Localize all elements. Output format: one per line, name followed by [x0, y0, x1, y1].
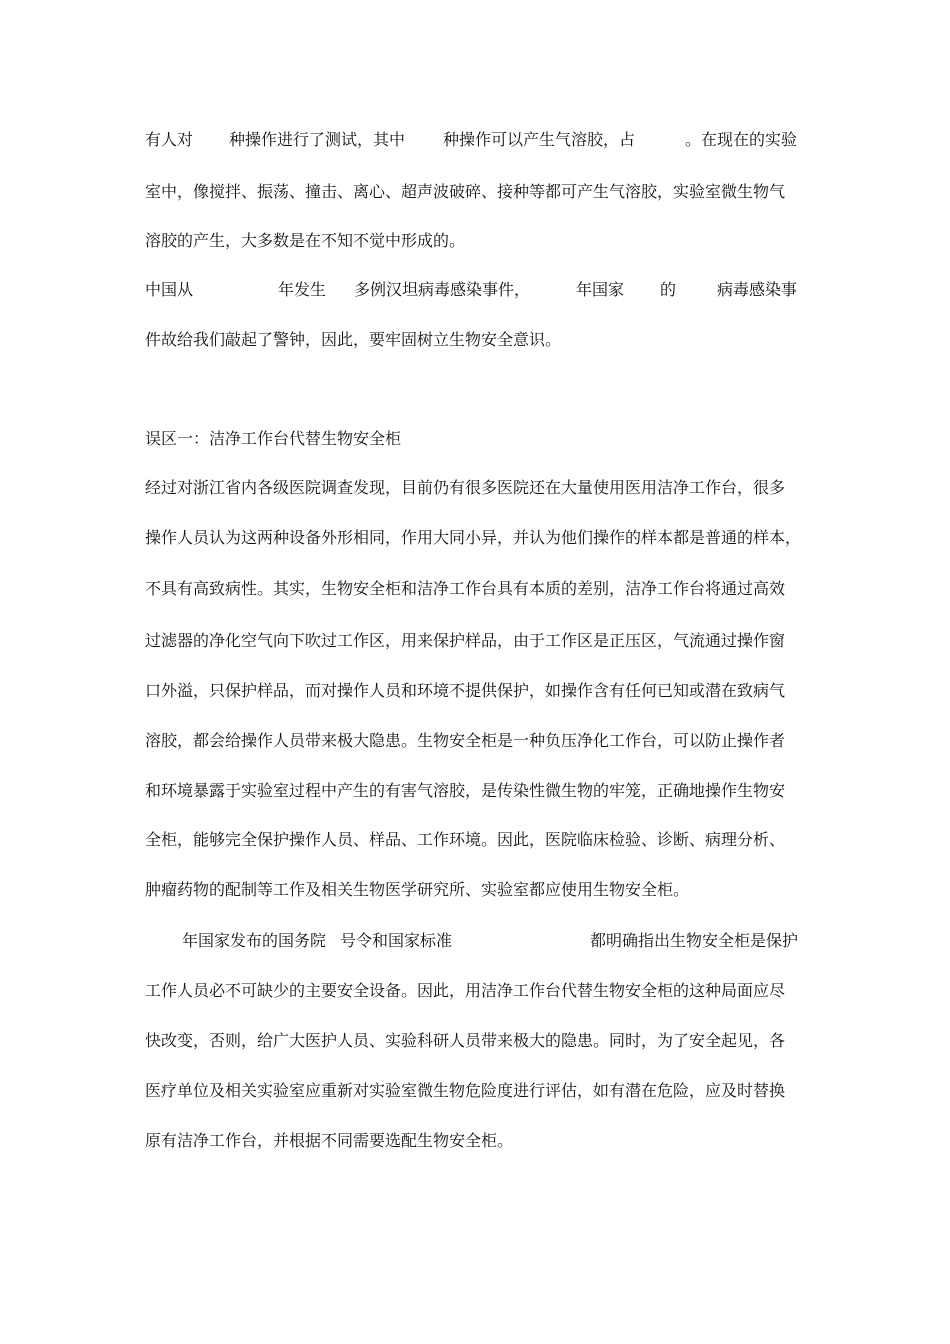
- intro-p2-segment: 病毒感染事: [717, 280, 798, 299]
- text-line: 和环境暴露于实验室过程中产生的有害气溶胶，是传染性微生物的牢笼，正确地操作生物安: [145, 781, 786, 800]
- intro-p2-line-2: [145, 326, 810, 354]
- text-line: 过滤器的净化空气向下吹过工作区，用来保护样品，由于工作区是正压区，气流通过操作窗: [145, 631, 786, 650]
- section-p1-line-9: [145, 876, 810, 904]
- section-p1-line-7: [145, 777, 810, 805]
- section-p1-line-8: [145, 826, 810, 854]
- text-line: 溶胶，都会给操作人员带来极大隐患。生物安全柜是一种负压净化工作台，可以防止操作者: [145, 731, 786, 750]
- text-line: 快改变，否则，给广大医护人员、实验科研人员带来极大的隐患。同时，为了安全起见，各: [145, 1031, 786, 1050]
- text-line: 肿瘤药物的配制等工作及相关生物医学研究所、实验室都应使用生物安全柜。: [145, 880, 690, 899]
- text-line: 工作人员必不可缺少的主要安全设备。因此，用洁净工作台代替生物安全柜的这种局面应尽: [145, 981, 786, 1000]
- intro-p1-line-3: [145, 227, 810, 255]
- intro-p2-segment: 中国从: [145, 280, 194, 299]
- intro-p2-segment: 多例汉坦病毒感染事件，: [354, 280, 531, 299]
- text-line: 件故给我们敲起了警钟，因此，要牢固树立生物安全意识。: [145, 330, 562, 349]
- section-p1-line-2: [145, 524, 810, 552]
- intro-p2-segment: 的: [660, 280, 677, 299]
- section-p2-line-3: [145, 1027, 810, 1055]
- section-p2-line-5: [145, 1127, 810, 1155]
- intro-p2-line-1: [145, 276, 810, 304]
- text-line: 原有洁净工作台，并根据不同需要选配生物安全柜。: [145, 1131, 514, 1150]
- text-line: 不具有高致病性。其实，生物安全柜和洁净工作台具有本质的差别，洁净工作台将通过高效: [145, 579, 786, 598]
- intro-p1-segment: 有人对: [145, 130, 194, 149]
- section-p2-segment: 年国家发布的国务院: [182, 931, 327, 950]
- text-line: 溶胶的产生，大多数是在不知不觉中形成的。: [145, 231, 466, 250]
- section-p2-segment: 都明确指出生物安全柜是保护: [590, 931, 799, 950]
- intro-p2-segment: 年国家: [576, 280, 625, 299]
- section-heading: [145, 425, 810, 453]
- text-line: 医疗单位及相关实验室应重新对实验室微生物危险度进行评估，如有潜在危险，应及时替换: [145, 1081, 786, 1100]
- intro-p2-segment: 年发生: [278, 280, 327, 299]
- section-p1-line-3: [145, 575, 810, 603]
- intro-p1-line-1: [145, 126, 810, 154]
- heading-text: 误区一：洁净工作台代替生物安全柜: [145, 429, 402, 448]
- text-line: 全柜，能够完全保护操作人员、样品、工作环境。因此，医院临床检验、诊断、病理分析、: [145, 830, 786, 849]
- text-line: 操作人员认为这两种设备外形相同，作用大同小异，并认为他们操作的样本都是普通的样本，: [145, 528, 802, 547]
- intro-p1-segment: 种操作进行了测试，其中: [229, 130, 406, 149]
- section-p1-line-5: [145, 677, 810, 705]
- section-p1-line-4: [145, 627, 810, 655]
- intro-p1-segment: 种操作可以产生气溶胶，占: [443, 130, 636, 149]
- section-p2-segment: 号令和国家标准: [340, 931, 453, 950]
- section-p2-line-4: [145, 1077, 810, 1105]
- text-line: 室中，像搅拌、振荡、撞击、离心、超声波破碎、接种等都可产生气溶胶，实验室微生物气: [145, 182, 786, 201]
- section-p2-line-2: [145, 977, 810, 1005]
- text-line: 经过对浙江省内各级医院调查发现，目前仍有很多医院还在大量使用医用洁净工作台，很多: [145, 478, 786, 497]
- intro-p1-segment: 。在现在的实验: [685, 130, 798, 149]
- section-p2-line-1: [145, 927, 810, 955]
- intro-p1-line-2: [145, 178, 810, 206]
- section-p1-line-1: [145, 474, 810, 502]
- section-p1-line-6: [145, 727, 810, 755]
- text-line: 口外溢，只保护样品，而对操作人员和环境不提供保护，如操作含有任何已知或潜在致病气: [145, 681, 786, 700]
